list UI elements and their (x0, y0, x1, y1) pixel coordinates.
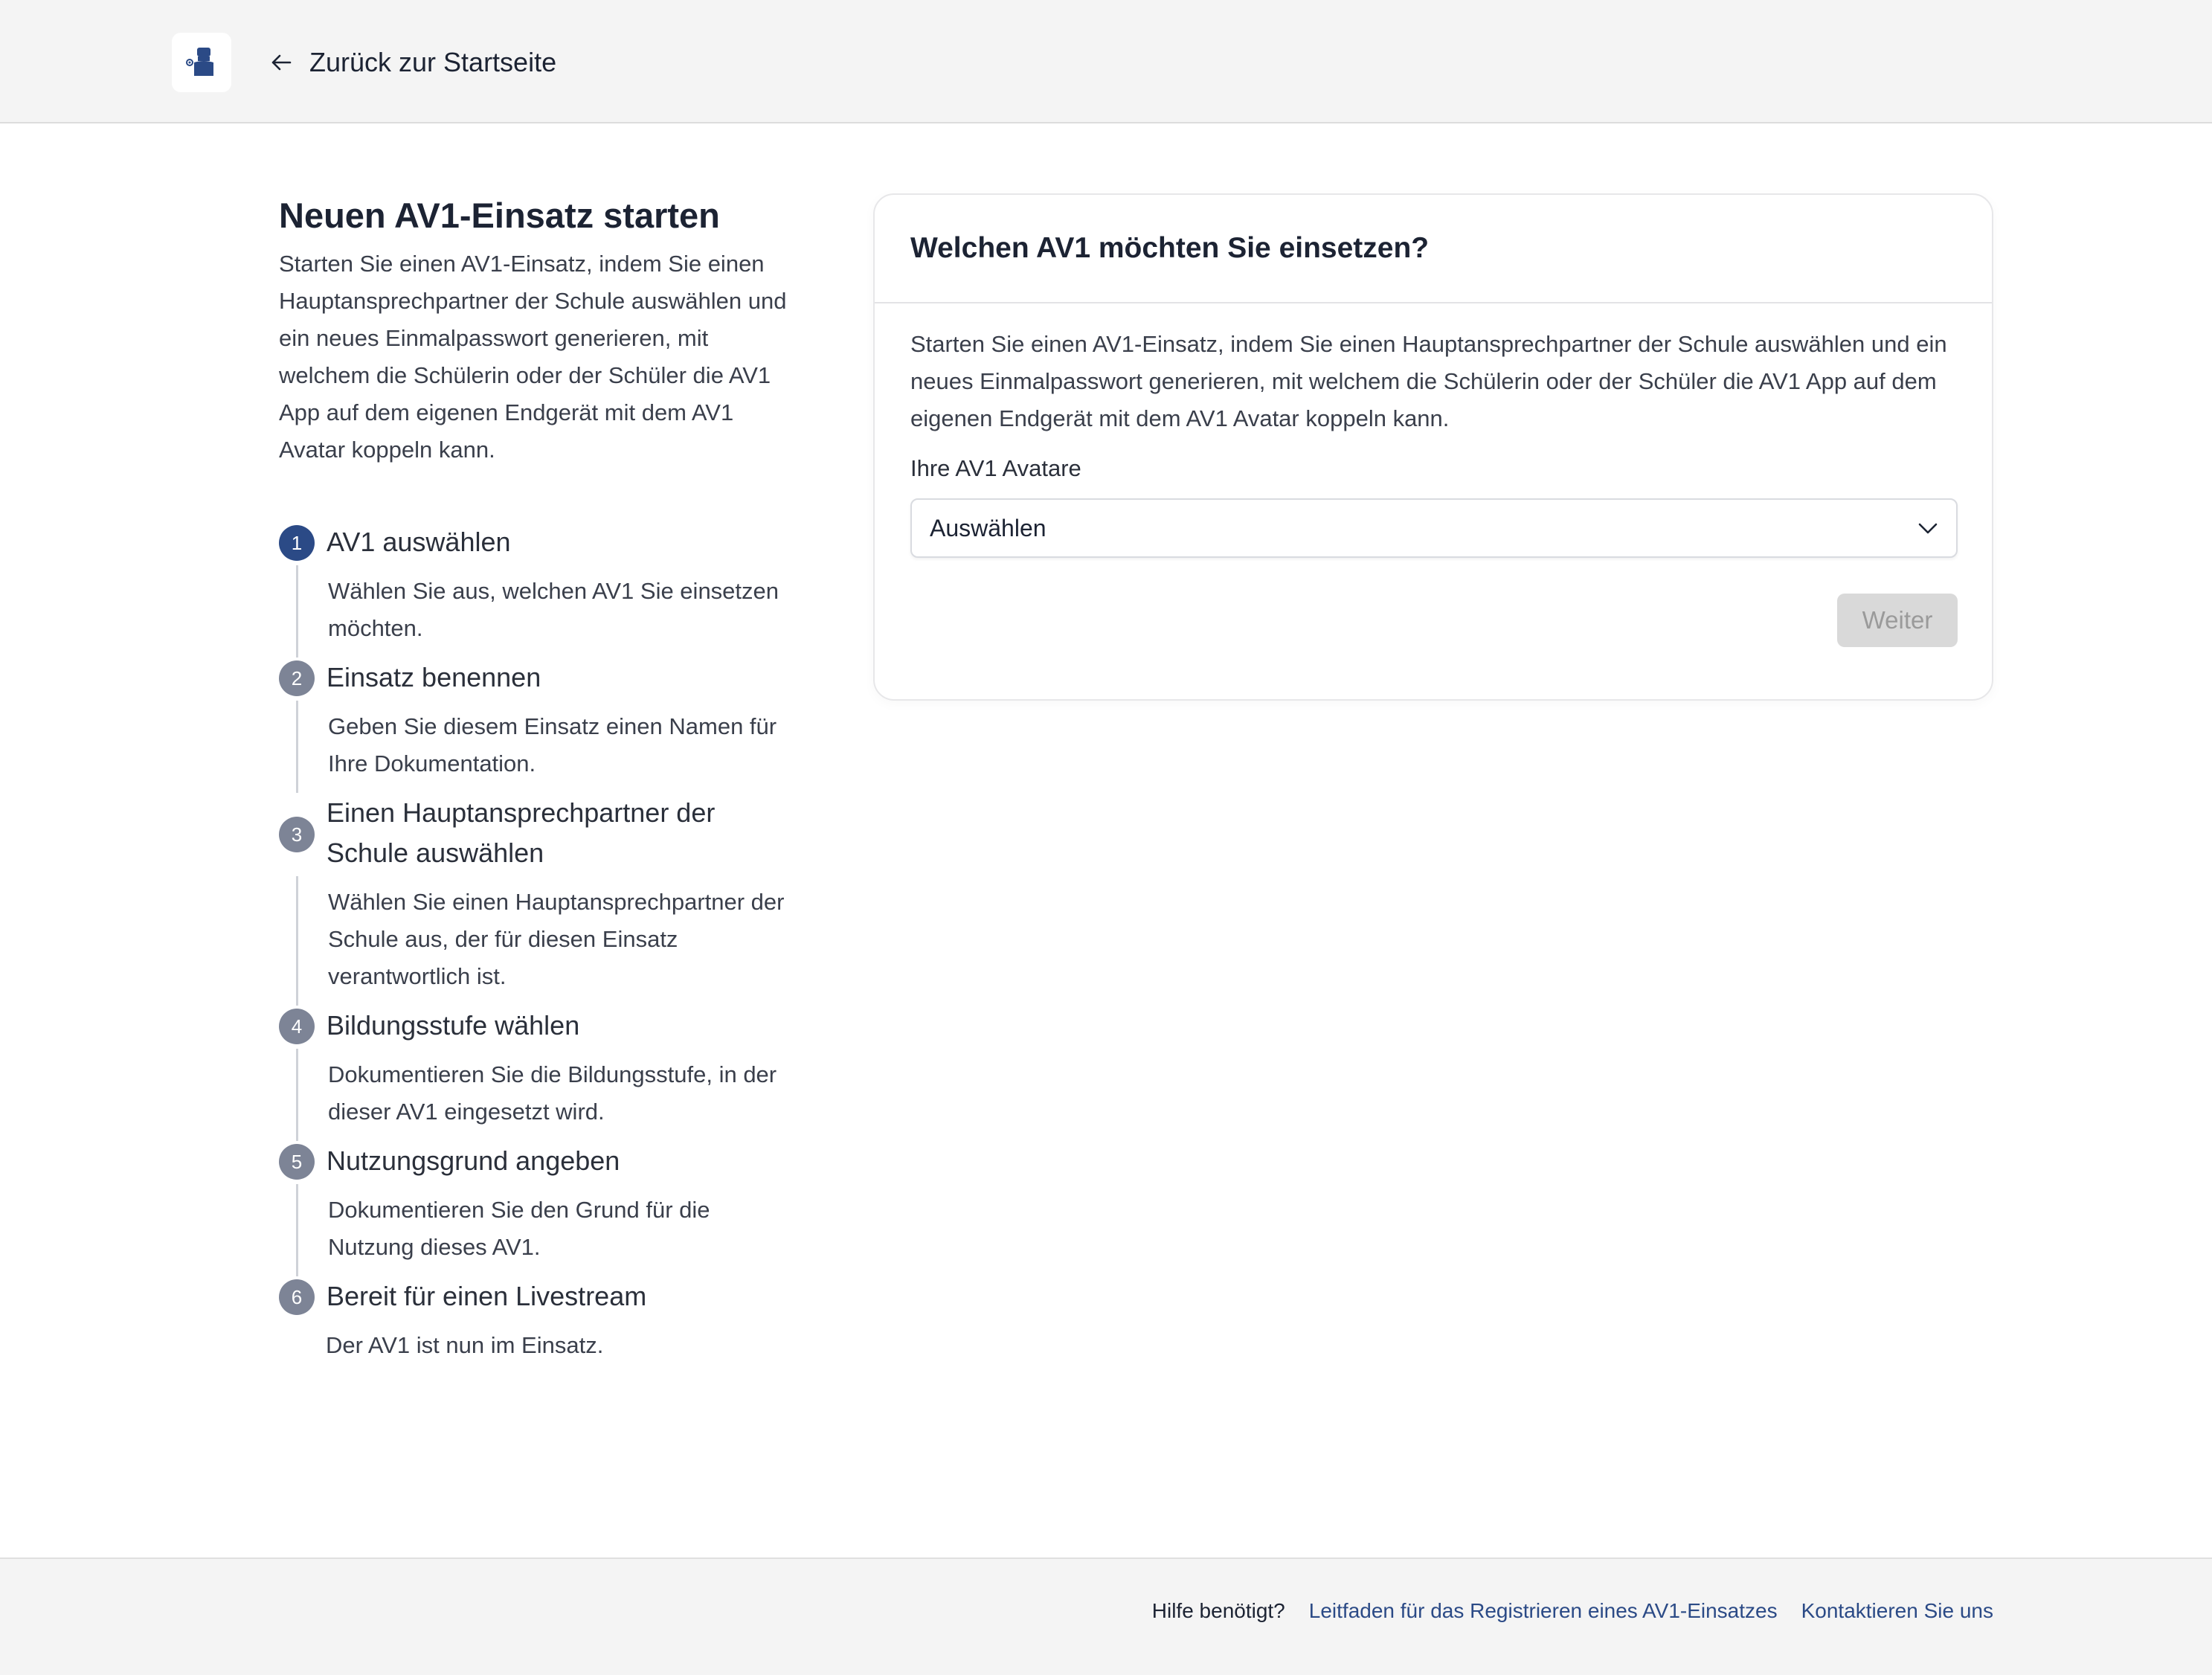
card-description: Starten Sie einen AV1-Einsatz, indem Sie einen Hauptansprechpartner der Schule auswählen und ein neues Einmalpasswort generieren, mit welchem die Schülerin oder der Schüler die AV1 App auf dem eigenen Endgerät mit dem AV1 Avatar koppeln kann. (910, 331, 1947, 431)
step-number: 5 (279, 1144, 315, 1180)
step-description: Dokumentieren Sie den Grund für die Nutzung dieses AV1. (296, 1184, 800, 1276)
guide-link[interactable]: Leitfaden für das Registrieren eines AV1-Einsatzes (1308, 1599, 1778, 1622)
arrow-left-icon (268, 49, 295, 76)
step-2 (279, 658, 800, 793)
step-number: 4 (279, 1009, 315, 1044)
avatar-robot-icon (184, 45, 219, 80)
step-title: Bildungsstufe wählen (327, 1010, 580, 1041)
avatar-select-value: Auswählen (930, 514, 1046, 541)
step-description: Dokumentieren Sie die Bildungsstufe, in der dieser AV1 eingesetzt wird. (296, 1049, 800, 1141)
step-title: Einen Hauptansprechpartner der Schule auswählen (327, 797, 716, 868)
step-description: Geben Sie diesem Einsatz einen Namen für Ihre Dokumentation. (296, 701, 800, 793)
top-bar (0, 0, 2212, 123)
card-title: Welchen AV1 möchten Sie einsetzen? (910, 232, 1430, 264)
card-body (875, 303, 1992, 647)
step-number: 2 (279, 660, 315, 696)
step-title: AV1 auswählen (327, 527, 511, 557)
avatar-select-label: Ihre AV1 Avatare (910, 455, 1081, 481)
wizard-overview (279, 190, 800, 1375)
step-5 (279, 1141, 800, 1276)
card-header (875, 195, 1992, 303)
step-title: Einsatz benennen (327, 662, 541, 692)
step-title: Bereit für einen Livestream (327, 1281, 647, 1311)
footer (0, 1557, 2212, 1675)
step-1 (279, 522, 800, 658)
next-button[interactable]: Weiter (1837, 594, 1958, 647)
step-description: Wählen Sie einen Hauptansprechpartner der Schule aus, der für diesen Einsatz verantwortlich ist. (296, 876, 800, 1006)
chevron-down-icon (1916, 516, 1940, 540)
step-title: Nutzungsgrund angeben (327, 1145, 620, 1176)
step-description: Wählen Sie aus, welchen AV1 Sie einsetzen möchten. (296, 565, 800, 658)
step-number: 6 (279, 1279, 315, 1315)
avatar-select[interactable] (910, 498, 1958, 558)
home-logo[interactable] (172, 33, 231, 92)
select-av1-card (873, 193, 1993, 701)
step-6 (279, 1276, 800, 1375)
back-to-home-link[interactable] (268, 43, 556, 82)
page-title: Neuen AV1-Einsatz starten (279, 196, 720, 235)
step-description: Der AV1 ist nun im Einsatz. (326, 1332, 604, 1358)
step-number: 3 (279, 817, 315, 852)
contact-link[interactable]: Kontaktieren Sie uns (1801, 1599, 1993, 1622)
step-4 (279, 1006, 800, 1141)
page-intro: Starten Sie einen AV1-Einsatz, indem Sie einen Hauptansprechpartner der Schule auswählen und ein neues Einmalpasswort generieren, mit welchem die Schülerin oder der Schüler die AV1 App auf dem eigenen Endgerät mit dem AV1 Avatar koppeln kann. (279, 251, 787, 463)
step-3 (279, 793, 800, 1006)
step-list (279, 522, 800, 1375)
help-text: Hilfe benötigt? (1151, 1599, 1285, 1622)
back-link-label: Zurück zur Startseite (309, 47, 557, 77)
step-number: 1 (279, 525, 315, 561)
